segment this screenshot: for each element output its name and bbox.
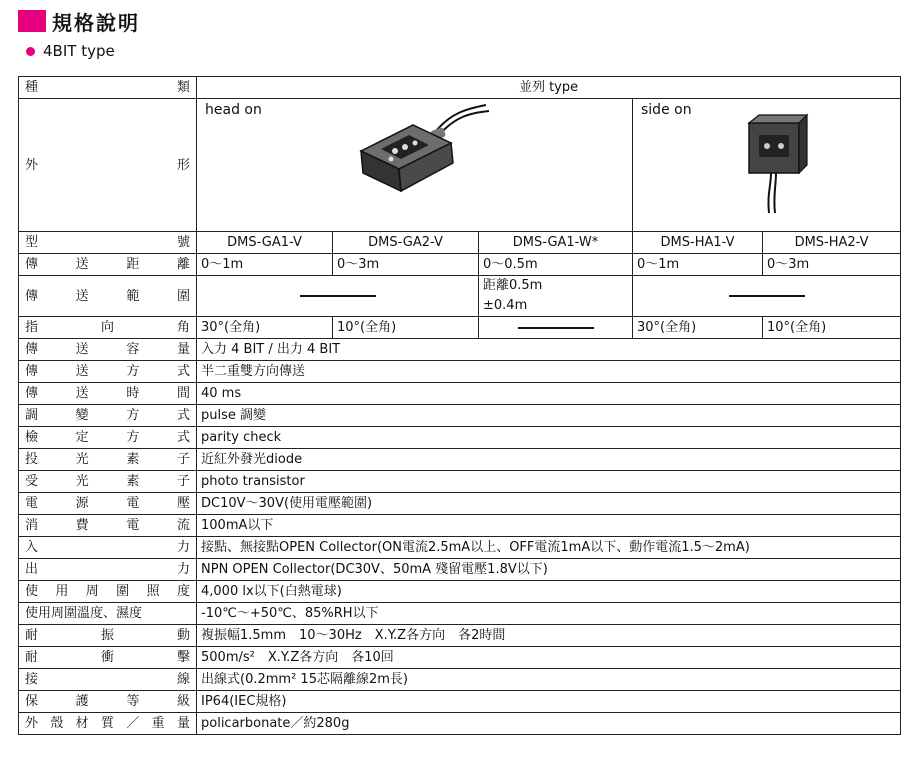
- head-on-label: head on: [205, 102, 262, 118]
- label-char: 護: [75, 694, 89, 709]
- row-label: [19, 537, 197, 559]
- label-char: 級: [176, 694, 190, 709]
- label-char: 素: [126, 474, 140, 489]
- spec-value: 入力 4 BIT / 出力 4 BIT: [197, 339, 901, 361]
- label-char: 種: [25, 80, 39, 95]
- distance-cell: 0～0.5m: [479, 254, 633, 276]
- label-char: 費: [75, 518, 89, 533]
- label-char: 外: [25, 716, 39, 731]
- spec-value: 100mA以下: [197, 515, 901, 537]
- label-char: 使: [25, 584, 39, 599]
- label-char: 材: [75, 716, 89, 731]
- row-label: [19, 559, 197, 581]
- row-label: [19, 361, 197, 383]
- label-char: 量: [176, 716, 190, 731]
- dash-line: [729, 295, 805, 297]
- label-char: 質: [100, 716, 114, 731]
- spec-value: 出線式(0.2mm² 15芯隔離線2m長): [197, 669, 901, 691]
- spec-value: 複振幅1.5mm 10～30Hz X.Y.Z各方向 各2時間: [197, 625, 901, 647]
- label-char: 角: [176, 320, 190, 335]
- spec-value: NPN OPEN Collector(DC30V、50mA 殘留電壓1.8V以下): [197, 559, 901, 581]
- label-char: 振: [100, 628, 114, 643]
- label-char: 傳: [25, 288, 39, 304]
- range-w-cell: [479, 276, 633, 317]
- subtitle: 4BIT type: [43, 42, 115, 60]
- label-char: 入: [25, 540, 39, 555]
- label-char: 壓: [176, 496, 190, 511]
- subtitle-line: [26, 42, 115, 60]
- label-char: 度: [176, 584, 190, 599]
- side-on-sensor-image: [737, 105, 817, 215]
- model-row: [19, 232, 901, 254]
- label-char: 調: [25, 408, 39, 423]
- label-char: 使用周圍溫度、濕度: [25, 606, 143, 621]
- label-char: 保: [25, 694, 39, 709]
- label-char: 形: [176, 157, 190, 173]
- label-char: 範: [126, 288, 140, 304]
- row-label: [19, 713, 197, 735]
- head-on-cell: [197, 99, 633, 232]
- label-char: 號: [176, 235, 190, 250]
- label-char: 源: [75, 496, 89, 511]
- spec-value: 4,000 lx以下(白熱電球): [197, 581, 901, 603]
- spec-value: policarbonate／約280g: [197, 713, 901, 735]
- spec-row: [19, 405, 901, 427]
- spec-row: [19, 361, 901, 383]
- label-char: 電: [126, 496, 140, 511]
- spec-value: pulse 調變: [197, 405, 901, 427]
- label-char: 傳: [25, 364, 39, 379]
- label-char: 耐: [25, 628, 39, 643]
- label-char: 量: [176, 342, 190, 357]
- label-char: 檢: [25, 430, 39, 445]
- angle-row: [19, 317, 901, 339]
- model-cell: DMS-HA1-V: [633, 232, 763, 254]
- label-char: 傳: [25, 386, 39, 401]
- spec-row: [19, 449, 901, 471]
- spec-row: [19, 383, 901, 405]
- label-char: 光: [75, 452, 89, 467]
- label-char: 素: [126, 452, 140, 467]
- model-cell: DMS-GA2-V: [333, 232, 479, 254]
- label-char: 電: [25, 496, 39, 511]
- label-char: 消: [25, 518, 39, 533]
- label-char: 式: [176, 430, 190, 445]
- spec-value: 接點、無接點OPEN Collector(ON電流2.5mA以上、OFF電流1mA以下、動作電流1.5～2mA): [197, 537, 901, 559]
- label-char: 傳: [25, 342, 39, 357]
- row-label: [19, 691, 197, 713]
- label-char: 接: [25, 672, 39, 687]
- label-char: 重: [151, 716, 165, 731]
- type-value: 並列 type: [197, 77, 901, 99]
- label-char: 向: [100, 320, 114, 335]
- distance-cell: 0～1m: [197, 254, 333, 276]
- spec-row: [19, 339, 901, 361]
- label-char: 投: [25, 452, 39, 467]
- row-label: [19, 471, 197, 493]
- label-char: ／: [126, 716, 140, 731]
- label-char: 周: [85, 584, 99, 599]
- range-empty-cell: [197, 276, 479, 317]
- model-cell: DMS-GA1-V: [197, 232, 333, 254]
- label-char: 式: [176, 408, 190, 423]
- row-label: [19, 515, 197, 537]
- distance-cell: 0～3m: [333, 254, 479, 276]
- label-char: 子: [176, 474, 190, 489]
- label-char: 力: [176, 562, 190, 577]
- label-char: 動: [176, 628, 190, 643]
- row-label: [19, 99, 197, 232]
- label-char: 受: [25, 474, 39, 489]
- spec-row: [19, 515, 901, 537]
- row-label: [19, 669, 197, 691]
- range-w-line2: ±0.4m: [483, 298, 528, 313]
- distance-cell: 0～3m: [763, 254, 901, 276]
- label-char: 線: [176, 672, 190, 687]
- label-char: 殼: [50, 716, 64, 731]
- spec-value: photo transistor: [197, 471, 901, 493]
- spec-rows: [19, 339, 901, 735]
- label-char: 時: [126, 386, 140, 401]
- label-char: 變: [75, 408, 89, 423]
- page-header: [18, 8, 140, 34]
- distance-row: [19, 254, 901, 276]
- label-char: 力: [176, 540, 190, 555]
- label-char: 流: [176, 518, 190, 533]
- spec-row: [19, 647, 901, 669]
- angle-cell: 10°(全角): [333, 317, 479, 339]
- row-label: [19, 276, 197, 317]
- row-label: [19, 77, 197, 99]
- label-char: 方: [126, 408, 140, 423]
- spec-value: IP64(IEC規格): [197, 691, 901, 713]
- label-char: 指: [25, 320, 39, 335]
- distance-cell: 0～1m: [633, 254, 763, 276]
- shape-row: [19, 99, 901, 232]
- label-char: 圍: [116, 584, 130, 599]
- spec-table: [18, 76, 901, 735]
- head-on-sensor-image: [351, 103, 491, 203]
- row-label: [19, 232, 197, 254]
- label-char: 外: [25, 157, 39, 173]
- row-label: [19, 603, 197, 625]
- row-label: [19, 427, 197, 449]
- label-char: 方: [126, 430, 140, 445]
- spec-row: [19, 537, 901, 559]
- label-char: 傳: [25, 257, 39, 272]
- row-label: [19, 493, 197, 515]
- label-char: 衝: [100, 650, 114, 665]
- spec-row: [19, 559, 901, 581]
- label-char: 耐: [25, 650, 39, 665]
- label-char: 照: [146, 584, 160, 599]
- label-char: 送: [75, 288, 89, 304]
- spec-row: [19, 581, 901, 603]
- label-char: 圍: [176, 288, 190, 304]
- row-label: [19, 581, 197, 603]
- label-char: 式: [176, 364, 190, 379]
- label-char: 送: [75, 364, 89, 379]
- label-char: 用: [55, 584, 69, 599]
- label-char: 電: [126, 518, 140, 533]
- spec-row: [19, 471, 901, 493]
- bullet-icon: [26, 47, 35, 56]
- label-char: 出: [25, 562, 39, 577]
- label-char: 送: [75, 386, 89, 401]
- model-cell: DMS-GA1-W*: [479, 232, 633, 254]
- spec-row: [19, 625, 901, 647]
- spec-row: [19, 713, 901, 735]
- spec-value: DC10V～30V(使用電壓範圍): [197, 493, 901, 515]
- spec-value: 40 ms: [197, 383, 901, 405]
- angle-cell: 30°(全角): [633, 317, 763, 339]
- spec-value: 近紅外發光diode: [197, 449, 901, 471]
- row-label: [19, 449, 197, 471]
- label-char: 子: [176, 452, 190, 467]
- dash-line: [300, 295, 376, 297]
- page-title: 規格說明: [52, 10, 140, 35]
- row-label: [19, 339, 197, 361]
- row-label: [19, 405, 197, 427]
- row-label: [19, 254, 197, 276]
- label-char: 送: [75, 257, 89, 272]
- label-char: 型: [25, 235, 39, 250]
- range-empty-cell: [633, 276, 901, 317]
- range-w-line1: 距離0.5m: [483, 278, 543, 293]
- row-label: [19, 647, 197, 669]
- spec-row: [19, 669, 901, 691]
- label-char: 方: [126, 364, 140, 379]
- label-char: 光: [75, 474, 89, 489]
- title-marker-icon: [18, 10, 46, 32]
- angle-cell: 30°(全角): [197, 317, 333, 339]
- label-char: 擊: [176, 650, 190, 665]
- angle-cell: 10°(全角): [763, 317, 901, 339]
- side-on-label: side on: [641, 102, 692, 118]
- row-label: [19, 383, 197, 405]
- spec-value: 半二重雙方向傳送: [197, 361, 901, 383]
- label-char: 距: [126, 257, 140, 272]
- model-cell: DMS-HA2-V: [763, 232, 901, 254]
- label-char: 送: [75, 342, 89, 357]
- spec-value: parity check: [197, 427, 901, 449]
- label-char: 定: [75, 430, 89, 445]
- label-char: 容: [126, 342, 140, 357]
- row-label: [19, 625, 197, 647]
- spec-row: [19, 427, 901, 449]
- label-char: 離: [176, 257, 190, 272]
- label-char: 等: [126, 694, 140, 709]
- side-on-cell: [633, 99, 901, 232]
- row-label: [19, 317, 197, 339]
- angle-empty-cell: [479, 317, 633, 339]
- dash-line: [518, 327, 594, 329]
- spec-row: [19, 493, 901, 515]
- spec-row: [19, 691, 901, 713]
- type-row: [19, 77, 901, 99]
- spec-value: 500m/s² X.Y.Z各方向 各10回: [197, 647, 901, 669]
- label-char: 類: [176, 80, 190, 95]
- spec-value: -10℃～+50℃、85%RH以下: [197, 603, 901, 625]
- spec-row: [19, 603, 901, 625]
- label-char: 間: [176, 386, 190, 401]
- range-row: [19, 276, 901, 317]
